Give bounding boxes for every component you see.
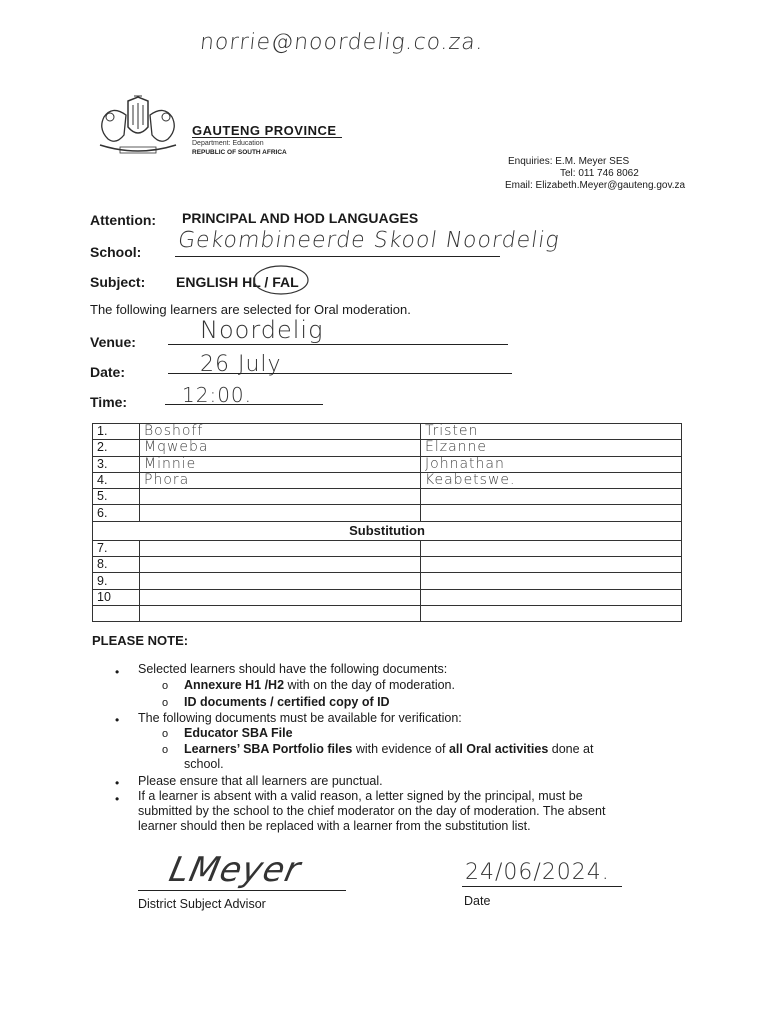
bullet-icon: •	[115, 776, 120, 790]
learner-surname: Boshoff	[140, 424, 421, 440]
oral-activities-text: all Oral activities	[448, 742, 549, 756]
sub-bullet-icon: o	[162, 728, 169, 740]
learner-surname	[140, 489, 421, 505]
learner-name	[421, 605, 682, 621]
signoff-date-value: 24/06/2024.	[465, 860, 610, 885]
learner-name	[421, 589, 682, 605]
learner-surname: Minnie	[140, 456, 421, 472]
date-label: Date:	[90, 364, 126, 380]
row-number: 2.	[93, 440, 140, 456]
bullet-icon: •	[115, 792, 120, 806]
subject-label: Subject:	[90, 274, 146, 290]
learner-surname: Mqweba	[140, 440, 421, 456]
table-row	[93, 505, 682, 521]
table-row	[93, 540, 682, 556]
time-line	[165, 404, 323, 405]
learner-name	[421, 540, 682, 556]
enquiries-text: Enquiries: E.M. Meyer SES	[508, 156, 630, 167]
row-number: 8.	[93, 557, 140, 573]
table-row	[93, 456, 682, 472]
note-bullet-1b	[184, 695, 390, 710]
learner-surname	[140, 557, 421, 573]
row-number: 10	[93, 589, 140, 605]
note-bullet-2b	[184, 742, 593, 757]
time-label: Time:	[90, 394, 128, 410]
school-label: School:	[90, 244, 142, 260]
annexure-text: Annexure H1 /H2	[184, 678, 285, 692]
learner-name	[421, 505, 682, 521]
venue-line	[168, 344, 508, 345]
learners-table	[92, 423, 682, 622]
learner-name: Elzanne	[421, 440, 682, 456]
learner-name: Keabetswe.	[421, 472, 682, 488]
portfolio-text: Learners’ SBA Portfolio files	[184, 742, 353, 756]
sub-bullet-icon: o	[162, 697, 169, 709]
row-number: 6.	[93, 505, 140, 521]
row-number: 1.	[93, 424, 140, 440]
time-value: 12:00.	[182, 383, 252, 407]
row-number: 4.	[93, 472, 140, 488]
row-number: 7.	[93, 540, 140, 556]
signature-line	[138, 890, 346, 891]
advisor-role: District Subject Advisor	[138, 897, 266, 911]
learner-surname	[140, 589, 421, 605]
school-value: Gekombineerde Skool Noordelig	[176, 228, 562, 253]
learner-surname: Phora	[140, 472, 421, 488]
table-row	[93, 557, 682, 573]
attention-value: PRINCIPAL AND HOD LANGUAGES	[182, 210, 419, 226]
date-signoff-line	[462, 886, 622, 887]
note-bullet-2b-line2: school.	[184, 757, 224, 771]
substitution-label: Substitution	[93, 521, 682, 540]
educator-sba-text: Educator SBA File	[184, 726, 293, 740]
note-bullet-4-line3: learner should then be replaced with a learner from the substitution list.	[138, 819, 531, 833]
note-bullet-4-line2: submitted by the school to the chief moderator on the day of moderation. The absent	[138, 804, 606, 818]
department-name: Department: Education	[192, 140, 264, 147]
date-line	[168, 373, 512, 374]
learner-name: Tristen	[421, 424, 682, 440]
table-row	[93, 424, 682, 440]
table-row	[93, 589, 682, 605]
signoff-date-label: Date	[464, 894, 491, 908]
row-number	[93, 605, 140, 621]
row-number: 5.	[93, 489, 140, 505]
province-underline	[192, 137, 342, 138]
table-row	[93, 472, 682, 488]
bullet-icon: •	[115, 713, 120, 727]
substitution-row	[93, 521, 682, 540]
note-bullet-1a	[184, 678, 455, 693]
fal-circle-mark	[252, 264, 310, 296]
learner-surname	[140, 505, 421, 521]
note-bullet-4-line1: If a learner is absent with a valid reason, a letter signed by the principal, must be	[138, 789, 583, 803]
learner-name: Johnathan	[421, 456, 682, 472]
table-row	[93, 440, 682, 456]
table-row	[93, 573, 682, 589]
school-line	[175, 256, 500, 257]
note-bullet-1: Selected learners should have the following documents:	[138, 662, 448, 676]
learner-surname	[140, 605, 421, 621]
telephone-text: Tel: 011 746 8062	[560, 168, 639, 179]
portfolio-mid: with evidence of	[352, 742, 449, 756]
email-text: Email: Elizabeth.Meyer@gauteng.gov.za	[505, 180, 686, 191]
coat-of-arms-icon	[90, 95, 186, 161]
date-value: 26 July	[200, 352, 282, 377]
learner-name	[421, 557, 682, 573]
portfolio-rest: done at	[548, 742, 594, 756]
please-note-title: PLEASE NOTE:	[92, 633, 189, 648]
learner-surname	[140, 573, 421, 589]
table-row	[93, 489, 682, 505]
note-bullet-3: Please ensure that all learners are punctual.	[138, 774, 383, 788]
learner-name	[421, 573, 682, 589]
sub-bullet-icon: o	[162, 744, 169, 756]
note-bullet-2a	[184, 726, 293, 741]
learner-surname	[140, 540, 421, 556]
note-bullet-2: The following documents must be available for verification:	[138, 711, 462, 725]
venue-value: Noordelig	[200, 316, 324, 344]
row-number: 9.	[93, 573, 140, 589]
advisor-signature: LMeyer	[165, 850, 305, 890]
learner-name	[421, 489, 682, 505]
annexure-rest: with on the day of moderation.	[284, 678, 455, 692]
table-row	[93, 605, 682, 621]
intro-text: The following learners are selected for Oral moderation.	[90, 302, 411, 317]
venue-label: Venue:	[90, 334, 136, 350]
republic-name: REPUBLIC OF SOUTH AFRICA	[192, 149, 287, 156]
handwritten-email: norrie@noordelig.co.za.	[198, 30, 486, 55]
sub-bullet-icon: o	[162, 680, 169, 692]
id-documents-text: ID documents / certified copy of ID	[184, 695, 390, 709]
province-name: GAUTENG PROVINCE	[192, 123, 337, 138]
bullet-icon: •	[115, 665, 120, 679]
row-number: 3.	[93, 456, 140, 472]
attention-label: Attention:	[90, 212, 157, 228]
subject-value: ENGLISH HL / FAL	[176, 274, 299, 290]
